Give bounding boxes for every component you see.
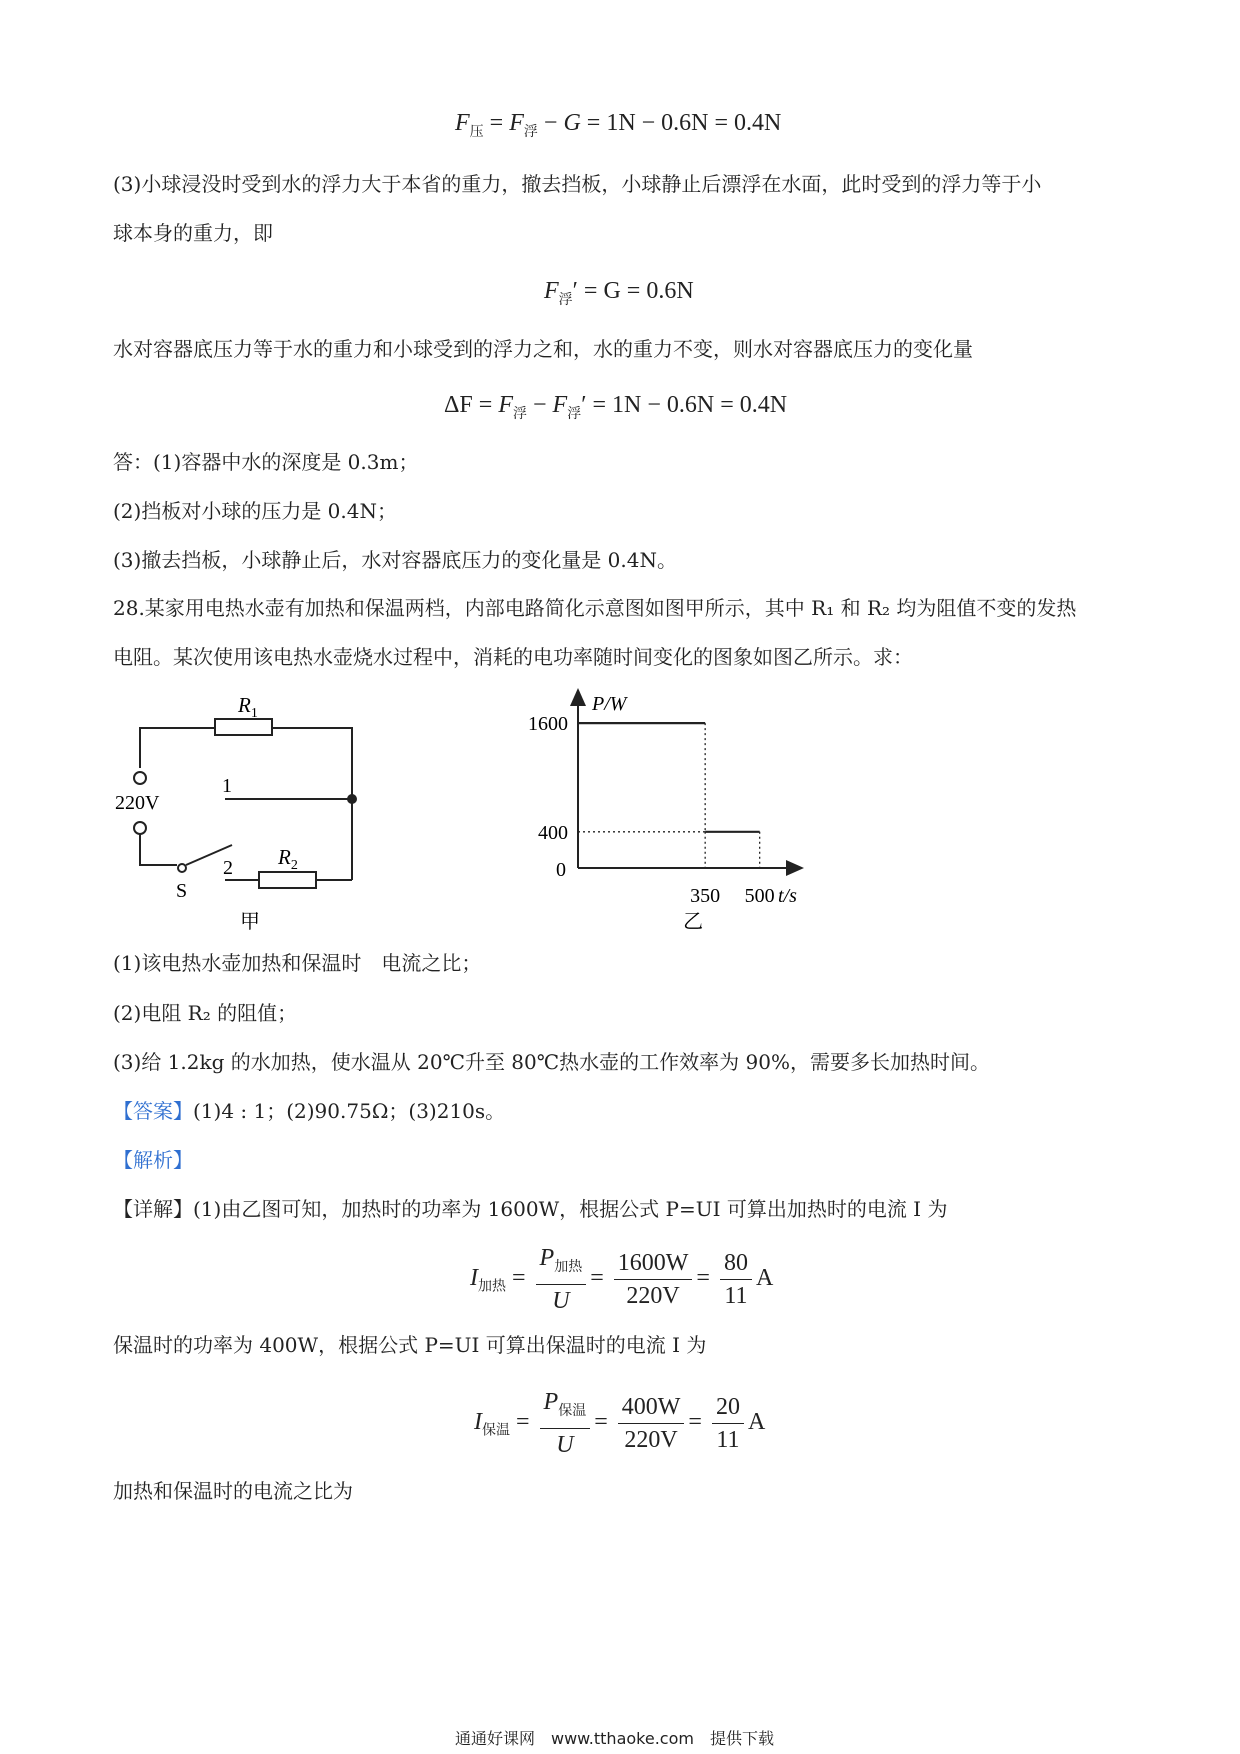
- r2-label: $R_2$: [278, 845, 298, 873]
- subquestion-1: (1)该电热水壶加热和保温时 电流之比；: [113, 951, 482, 975]
- page-footer: 通通好课网 www.tthaoke.com 提供下载: [455, 1729, 774, 1748]
- paragraph-current-ratio: 加热和保温时的电流之比为: [113, 1479, 353, 1503]
- equation-delta-force: $\Delta F = F_浮 - F_浮' = 1N - 0.6N = 0.4N$: [444, 392, 788, 422]
- question-28-line2: 电阻。某次使用该电热水壶烧水过程中，消耗的电功率随时间变化的图象如图乙所示。求：: [113, 645, 913, 669]
- terminal-top: [134, 772, 146, 784]
- circuit-diagram: [100, 690, 420, 930]
- equation-float-force: $F_浮' = G = 0.6N$: [544, 278, 694, 308]
- terminal-bottom: [134, 822, 146, 834]
- paragraph-part3-line2: 球本身的重力，即: [113, 221, 273, 245]
- resistor-r1: [215, 719, 272, 735]
- y-axis-label: P/W: [592, 693, 627, 715]
- switch-label: S: [176, 880, 188, 902]
- paragraph-water-pressure: 水对容器底压力等于水的重力和小球受到的浮力之和，水的重力不变，则水对容器底压力的变化量: [113, 337, 973, 361]
- contact-1-label: 1: [222, 775, 232, 797]
- circuit-caption: 甲: [240, 911, 260, 930]
- answer-row: [113, 1096, 505, 1126]
- switch-pivot: [178, 864, 186, 872]
- paragraph-keep-warm: 保温时的功率为 400W，根据公式 P=UI 可算出保温时的电流 I 为: [113, 1333, 707, 1357]
- answer-line-2: (2)挡板对小球的压力是 0.4N；: [113, 499, 397, 523]
- detail-tag: 【详解】: [113, 1197, 193, 1221]
- equation-pressure-force: $F_压 = F_浮 - G = 1N - 0.6N = 0.4N$: [455, 110, 782, 140]
- answer-line-3: (3)撤去挡板，小球静止后，水对容器底压力的变化量是 0.4N。: [113, 548, 677, 572]
- answer-text: (1)4 : 1；(2)90.75Ω；(3)210s。: [193, 1099, 506, 1123]
- x-tick-label: 350: [690, 885, 721, 907]
- analysis-tag: 【解析】: [113, 1148, 193, 1172]
- y-tick-label: 400: [538, 821, 568, 844]
- question-28-line1: 28.某家用电热水壶有加热和保温两档，内部电路简化示意图如图甲所示，其中 R₁ 和 R₂ 均为阻值不变的发热: [113, 596, 1077, 620]
- contact-2-label: 2: [223, 857, 233, 879]
- r1-label: $R_1$: [238, 693, 258, 721]
- power-time-chart: [510, 688, 820, 938]
- answer-tag: 【答案】: [113, 1099, 193, 1123]
- equation-keep-warm-current: $I_{保温}$ = $\frac{P_{保温}}{U}$ = $\frac{400W}{220V}$ = $\frac{20}{11}$ A: [474, 1389, 766, 1458]
- voltage-label: 220V: [115, 792, 160, 814]
- subquestion-2: (2)电阻 R₂ 的阻值；: [113, 1001, 298, 1025]
- y-tick-label: 1600: [528, 713, 568, 736]
- detail-text: (1)由乙图可知，加热时的功率为 1600W，根据公式 P=UI 可算出加热时的电流 I 为: [193, 1197, 948, 1221]
- paragraph-part3-line1: (3)小球浸没时受到水的浮力大于本省的重力，撤去挡板，小球静止后漂浮在水面，此时受到的浮力等于小: [113, 172, 1042, 196]
- detail-row: [113, 1194, 947, 1224]
- x-axis-label: t/s: [778, 885, 797, 907]
- equation-heating-current: $I_{加热}$ = $\frac{P_{加热}}{U}$ = $\frac{1600W}{220V}$ = $\frac{80}{11}$ A: [470, 1245, 774, 1314]
- answer-line-1: 答：(1)容器中水的深度是 0.3m；: [113, 450, 419, 474]
- resistor-r2: [259, 872, 316, 888]
- junction-node: [348, 795, 356, 803]
- origin-label: 0: [556, 859, 566, 881]
- chart-caption: 乙: [683, 911, 704, 933]
- x-tick-label: 500: [744, 885, 775, 907]
- subquestion-3: (3)给 1.2kg 的水加热，使水温从 20℃升至 80℃热水壶的工作效率为 90%，需要多长加热时间。: [113, 1050, 990, 1074]
